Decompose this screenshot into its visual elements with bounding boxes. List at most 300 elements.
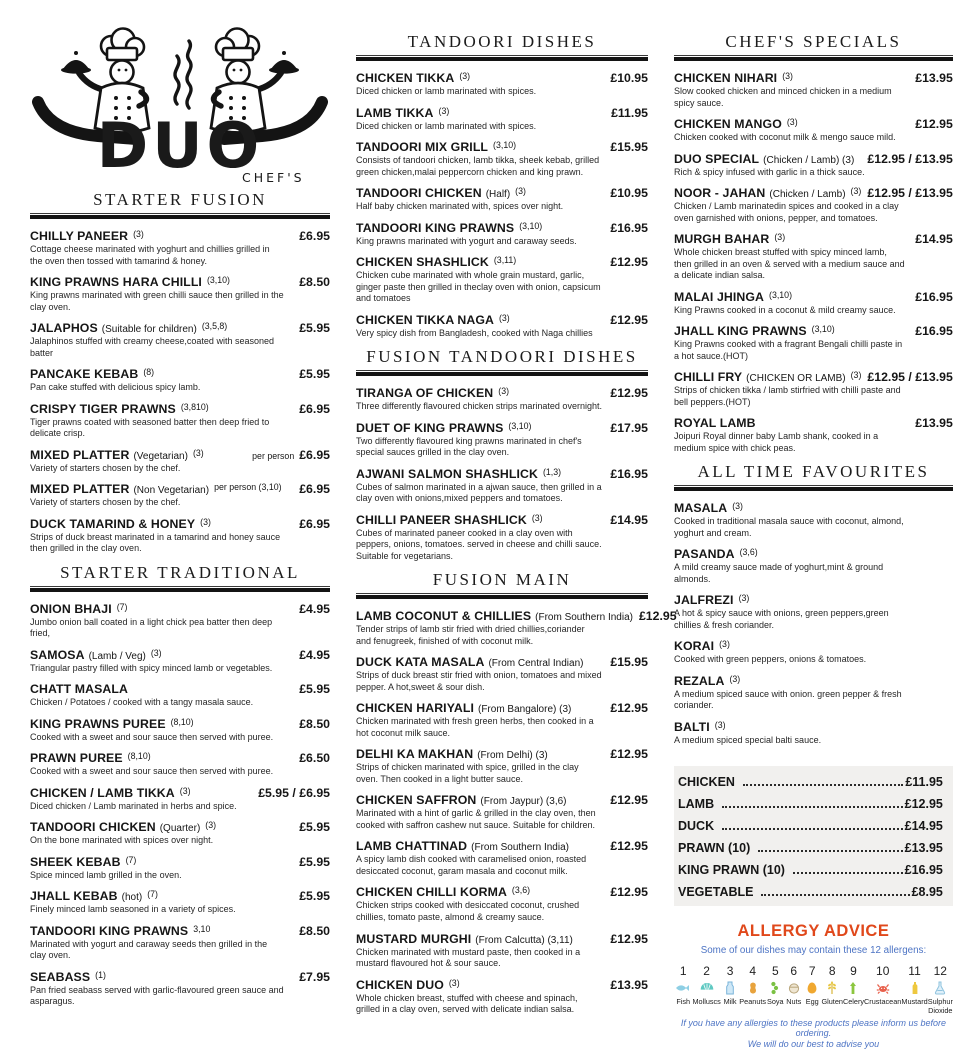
menu-item: [674, 593, 953, 631]
menu-item: [30, 482, 330, 509]
item-allergen-refs: (3): [438, 105, 450, 116]
price-list-dotted-leader: [722, 806, 903, 808]
item-price-group: [604, 467, 648, 481]
menu-item: [356, 885, 648, 923]
menu-item-header: [356, 885, 648, 899]
item-price-group: [293, 855, 330, 869]
item-description: Finely minced lamb seasoned in a variety of spices.: [30, 904, 236, 915]
item-note: (Chicken / Lamb) (3): [763, 154, 855, 166]
item-description: Rich & spicy infused with garlic in a thick sauce.: [674, 166, 865, 177]
item-price: £6.95: [299, 401, 330, 416]
allergen-item: [821, 964, 843, 1015]
item-name: JALAPHOS: [30, 321, 98, 336]
item-price-group: [633, 609, 677, 623]
allergen-number: 3: [726, 964, 734, 979]
allergen-item: [739, 964, 766, 1015]
item-description: Cooked in traditional masala sauce with coconut, almond, yoghurt and cream.: [674, 516, 904, 538]
molluscs-icon: [692, 980, 720, 997]
price-list-row: [678, 775, 943, 789]
item-price: £10.95: [610, 71, 648, 85]
item-price-group: [293, 367, 330, 381]
section-title: FUSION TANDOORI DISHES: [366, 347, 638, 367]
menu-item: [356, 106, 648, 133]
price-list-label: CHICKEN: [678, 775, 735, 790]
item-note: (From Southern India): [535, 612, 633, 624]
section-rule-thick: [30, 215, 330, 219]
item-name: CHICKEN CHILLI KORMA: [356, 885, 507, 900]
menu-section: [30, 563, 330, 1008]
menu-item-header: [30, 682, 330, 696]
item-name: CHATT MASALA: [30, 682, 128, 697]
item-name: PANCAKE KEBAB: [30, 367, 139, 382]
item-description: A hot & spicy sauce with onions, green peppers,green chillies & fresh coriander.: [674, 608, 889, 630]
item-price: £11.95: [611, 105, 648, 120]
menu-item-header: [30, 275, 330, 289]
menu-item: [674, 290, 953, 317]
section-rule-thin: [356, 370, 648, 371]
item-price: £12.95: [610, 793, 648, 808]
menu-item: [674, 152, 953, 179]
item-price: £4.95: [299, 601, 330, 616]
item-allergen-refs: (3,10): [811, 324, 835, 335]
menu-item: [356, 793, 648, 831]
price-list-label: VEGETABLE: [678, 885, 754, 900]
price-list-label: KING PRAWN (10): [678, 863, 785, 878]
item-price-group: [293, 717, 330, 731]
item-name: DUO SPECIAL: [674, 151, 760, 166]
item-description: Very spicy dish from Bangladesh, cooked with Naga chillies: [356, 327, 593, 338]
item-price: £15.95: [610, 655, 648, 670]
menu-item: [30, 402, 330, 440]
menu-item: [30, 648, 330, 675]
section-title: ALL TIME FAVOURITES: [697, 462, 930, 482]
allergen-number: 12: [933, 964, 947, 979]
item-price-group: [861, 152, 952, 166]
price-list-price: £8.95: [911, 885, 943, 900]
item-name: KING PRAWNS HARA CHILLI: [30, 275, 202, 290]
item-name: CHICKEN TIKKA: [356, 71, 455, 85]
item-price: £8.50: [299, 923, 330, 938]
item-description: Joipuri Royal dinner baby Lamb shank, cooked in a medium spice with chick peas.: [674, 431, 879, 453]
item-name: CHICKEN NIHARI: [674, 71, 778, 85]
price-list-row: [678, 863, 943, 877]
item-price: £6.50: [299, 751, 330, 766]
item-allergen-refs: (1): [95, 969, 106, 980]
gluten-icon: [821, 980, 843, 997]
menu-item-header: [30, 970, 330, 984]
menu-item-header: [674, 232, 953, 246]
menu-item: [30, 786, 330, 813]
allergen-number: 4: [749, 964, 757, 979]
item-price: £12.95: [610, 747, 648, 762]
item-description: Marinated with yogurt and caraway seeds then grilled in the clay oven.: [30, 938, 268, 961]
menu-column-right: [674, 6, 953, 1049]
price-list: [674, 766, 953, 906]
price-list-row: [678, 797, 943, 811]
item-allergen-refs: (3,11): [493, 255, 517, 266]
item-price: £16.95: [915, 324, 953, 339]
allergen-label: Egg: [805, 997, 819, 1007]
item-price-group: [604, 221, 648, 235]
item-note: (From Central Indian): [488, 658, 584, 670]
item-description: Pan cake stuffed with delicious spicy lamb.: [30, 382, 201, 393]
item-description: A spicy lamb dish cooked with caramelised onion, roasted desiccated coconut, garam masala and coconut milk.: [356, 854, 587, 876]
item-price: £5.95: [299, 321, 330, 336]
item-description: Diced chicken / Lamb marinated in herbs and spice.: [30, 800, 237, 811]
item-allergen-refs: (3): [850, 186, 862, 197]
item-name: DUET OF KING PRAWNS: [356, 420, 504, 435]
item-description: Cooked with a sweet and sour sauce then served with puree.: [30, 731, 274, 742]
price-list-label: LAMB: [678, 797, 715, 812]
item-name: TANDOORI MIX GRILL: [356, 140, 489, 155]
item-description: Cubes of salmon marinated in a ajwan sauce, then grilled in a clay oven with onions,mixed peppers and tomatoes.: [356, 481, 602, 504]
menu-item: [30, 321, 330, 359]
item-price-group: [293, 602, 330, 616]
item-name: JHALL KEBAB: [30, 889, 118, 904]
item-price-group: [246, 448, 330, 462]
item-price-group: [909, 232, 953, 246]
menu-item-header: [356, 655, 648, 669]
milk-icon: [721, 980, 739, 997]
menu-item-header: [674, 674, 953, 688]
item-description: Tender strips of lamb stir fried with dried chillies,coriander and fenugreek, finished of with coconut milk.: [356, 624, 585, 646]
item-description: Strips of duck breast stir fried with onion, tomatoes and mixed pepper. A hot,sweet & sour dish.: [356, 670, 602, 692]
item-description: Jumbo onion ball coated in a light chick pea batter then deep fried,: [30, 616, 273, 639]
item-price-group: [293, 482, 330, 496]
item-price: £12.95: [610, 885, 648, 900]
item-allergen-refs: (3): [531, 512, 543, 523]
item-description: Chicken marinated with mustard paste, then cooked in a mustard flavoured hot & sour sauce.: [356, 946, 581, 969]
menu-item-header: [356, 106, 648, 120]
menu-item: [674, 117, 953, 144]
item-price: £14.95: [610, 512, 648, 527]
middle-sections: [356, 32, 677, 1024]
item-price: £7.95: [299, 969, 330, 984]
item-price-group: [604, 386, 648, 400]
item-price: £5.95 / £6.95: [258, 785, 330, 800]
item-price-group: [293, 517, 330, 531]
item-price-group: [252, 786, 330, 800]
menu-item-header: [356, 255, 648, 269]
item-price-group: [293, 682, 330, 696]
item-allergen-refs: (8,10): [127, 751, 151, 762]
item-price: £15.95: [610, 140, 648, 155]
peanuts-icon: [739, 980, 766, 997]
item-price: £12.95: [610, 312, 648, 327]
allergen-number: 5: [771, 964, 779, 979]
menu-item-header: [674, 152, 953, 166]
section-title: STARTER FUSION: [93, 190, 267, 209]
menu-item-header: [30, 924, 330, 938]
menu-item: [30, 275, 330, 313]
item-description: A mild creamy sauce made of yoghurt,mint & ground almonds.: [674, 562, 884, 584]
item-price-group: [293, 924, 330, 938]
item-price: £5.95: [299, 889, 330, 904]
item-name: TIRANGA OF CHICKEN: [356, 386, 494, 401]
section-rule-thick: [674, 487, 953, 491]
allergen-label: Gluten: [821, 997, 843, 1007]
item-price-group: [604, 932, 648, 946]
menu-section: [674, 32, 953, 454]
item-allergen-refs: (7): [116, 601, 128, 612]
fish-icon: [674, 980, 692, 997]
menu-item-header: [674, 639, 953, 653]
allergen-number: 11: [908, 964, 921, 979]
menu-item-header: [674, 370, 953, 384]
item-price: £16.95: [610, 466, 648, 481]
item-description: Chicken marinated with fresh green herbs, then cooked in a hot coconut milk sauce.: [356, 716, 594, 738]
item-price-group: [293, 321, 330, 335]
menu-item: [30, 924, 330, 962]
item-name: JALFREZI: [674, 593, 734, 608]
item-allergen-refs: (3,5,8): [201, 321, 228, 332]
menu-item: [356, 421, 648, 459]
menu-item-header: [356, 313, 648, 327]
item-price-group: [605, 106, 648, 120]
item-allergen-refs: (3): [729, 673, 741, 684]
item-allergen-refs: (3): [150, 647, 162, 658]
item-price-group: [604, 839, 648, 853]
item-name: DUCK TAMARIND & HONEY: [30, 516, 196, 531]
item-description: King prawns marinated with green chilli sauce then grilled in the clay oven.: [30, 290, 284, 312]
menu-item: [356, 609, 677, 647]
item-allergen-refs: (3,10): [508, 420, 532, 431]
menu-section: [674, 462, 953, 746]
item-description: Chicken cube marinated with whole grain mustard, garlic, ginger paste then grilled in theclay oven with onion, capsicum and tomatoes: [356, 270, 601, 304]
item-note: (Chicken / Lamb): [769, 189, 846, 201]
item-description: Jalaphinos stuffed with creamy cheese,coated with seasoned batter: [30, 336, 274, 358]
item-name: SEABASS: [30, 969, 91, 984]
item-name: MURGH BAHAR: [674, 232, 770, 247]
allergen-number: 7: [808, 964, 816, 979]
item-description: Triangular pastry filled with spicy minced lamb or vegetables.: [30, 662, 273, 673]
allergen-label: Crustacean: [864, 997, 902, 1007]
item-price: £6.95: [299, 482, 330, 497]
item-price-group: [604, 885, 648, 899]
item-name: MALAI JHINGA: [674, 289, 765, 304]
item-note: (From Bangalore) (3): [477, 704, 572, 716]
item-name: CHICKEN MANGO: [674, 117, 782, 132]
allergen-label: Sulphur Dioxide: [927, 997, 953, 1015]
menu-item: [356, 140, 648, 178]
item-price-group: [909, 416, 953, 430]
item-note: (From Southern India): [471, 842, 569, 854]
soya-icon: [766, 980, 784, 997]
item-price: £12.95: [610, 931, 648, 946]
item-price: £6.95: [299, 516, 330, 531]
item-price-group: [604, 978, 648, 992]
item-name: JHALL KING PRAWNS: [674, 324, 807, 339]
menu-item: [356, 701, 648, 739]
item-allergen-refs: (3): [448, 977, 460, 988]
item-name: LAMB CHATTINAD: [356, 839, 468, 854]
item-name: MIXED PLATTER: [30, 447, 130, 462]
item-name: DUCK KATA MASALA: [356, 655, 485, 670]
menu-item-header: [356, 978, 648, 992]
item-note: (From Calcutta) (3,11): [475, 934, 573, 946]
item-allergen-refs: (3,10): [519, 220, 543, 231]
item-name: CRISPY TIGER PRAWNS: [30, 401, 176, 416]
menu-item: [674, 232, 953, 282]
menu-item-header: [30, 648, 330, 662]
item-note: (Vegetarian): [133, 450, 188, 462]
menu-item: [674, 639, 953, 666]
item-description: Two differently flavoured king prawns marinated in chef's special sauces grilled in the clay oven.: [356, 435, 582, 458]
item-description: Whole chicken breast stuffed with spicy minced lamb, then grilled in an oven & served with a medium sauce and a delicate indian salsa.: [674, 247, 905, 281]
item-description: Diced chicken or lamb marinated with spices.: [356, 86, 537, 96]
menu-item-header: [356, 932, 648, 946]
menu-item: [30, 820, 330, 847]
allergen-number: 1: [679, 964, 687, 979]
item-price: £8.50: [299, 716, 330, 731]
brand-name: DUO: [96, 109, 264, 182]
item-name: ROYAL LAMB: [674, 416, 756, 431]
menu-item-header: [356, 513, 648, 527]
menu-item: [674, 416, 953, 454]
item-name: TANDOORI KING PRAWNS: [30, 923, 189, 938]
menu-item-header: [356, 467, 648, 481]
item-name: TANDOORI KING PRAWNS: [356, 220, 515, 235]
menu-item-header: [30, 321, 330, 335]
item-allergen-refs: (3): [498, 312, 510, 323]
right-sections: [674, 32, 953, 754]
item-name: CHILLI PANEER SHASHLICK: [356, 512, 527, 527]
item-note: (Half): [485, 189, 511, 201]
menu-item-header: [674, 117, 953, 131]
item-price-group: [293, 820, 330, 834]
item-description: Marinated with a hint of garlic & grilled in the clay oven, then cooked with saffron cashew nut sauce. Suitable for children.: [356, 808, 596, 830]
allergen-number: 2: [703, 964, 710, 979]
price-list-dotted-leader: [743, 784, 903, 786]
item-description: King Prawns cooked with a fragrant Bengali chilli paste in a hot sauce.(HOT): [674, 339, 903, 361]
item-name: CHICKEN / LAMB TIKKA: [30, 785, 175, 800]
item-price: £14.95: [915, 232, 953, 247]
menu-item-header: [30, 889, 330, 903]
section-rule-thick: [30, 588, 330, 592]
item-description: Three differently flavoured chicken strips marinated overnight.: [356, 401, 602, 412]
menu-item: [674, 720, 953, 747]
sulphur-dioxide-icon: [928, 980, 953, 997]
section-rule-thick: [356, 372, 648, 376]
item-allergen-refs: (3): [192, 447, 204, 458]
item-price-group: [604, 255, 648, 269]
menu-item: [30, 602, 330, 640]
price-list-price: £16.95: [904, 863, 943, 878]
allergen-number: 8: [828, 964, 836, 979]
item-price: £10.95: [610, 186, 648, 201]
left-sections: [30, 190, 330, 1016]
item-price: £12.95: [610, 839, 648, 854]
item-description: Cooked with a sweet and sour sauce then served with puree.: [30, 766, 274, 777]
item-name: SHEEK KEBAB: [30, 854, 121, 869]
item-description: Slow cooked chicken and minced chicken in a medium spicy sauce.: [674, 86, 892, 108]
item-allergen-refs: (3): [774, 232, 786, 243]
item-allergen-refs: (3): [133, 229, 144, 239]
item-description: Spice minced lamb grilled in the oven.: [30, 869, 182, 880]
item-price-group: [604, 140, 648, 154]
item-description: Cubes of marinated paneer cooked in a clay oven with peppers, onions, tomatoes. served in cheese and chilli sauce. Suitable for vegetarians.: [356, 527, 602, 561]
duo-chefs-logo-graphic: [30, 10, 330, 188]
item-description: Tiger prawns coated with seasoned batter then deep fried to delicate crisp.: [30, 416, 270, 439]
menu-item: [356, 747, 648, 785]
item-description: A medium spiced sauce with onion. green pepper & fresh coriander.: [674, 688, 902, 711]
item-description: Chicken cooked with coconut milk & mengo sauce mild.: [674, 132, 896, 143]
item-allergen-refs: (3): [850, 370, 862, 381]
item-allergen-refs: (1,3): [542, 466, 562, 477]
price-list-dotted-leader: [793, 872, 903, 874]
item-price: £12.95 / £13.95: [867, 370, 953, 385]
item-price: £13.95: [915, 71, 953, 85]
item-price-group: [909, 71, 953, 85]
item-price: £12.95: [915, 117, 953, 132]
item-price-group: [604, 793, 648, 807]
item-name: CHICKEN SHASHLICK: [356, 255, 489, 270]
item-name: CHILLI FRY: [674, 370, 743, 385]
item-description: Whole chicken breast, stuffed with cheese and spinach, grilled in a clay oven, served with delicate indian salsa.: [356, 992, 578, 1015]
menu-item: [30, 367, 330, 394]
menu-item-header: [674, 290, 953, 304]
price-list-dotted-leader: [758, 850, 902, 852]
menu-item-header: [30, 367, 330, 381]
price-list-row: [678, 841, 943, 855]
menu-item-header: [674, 416, 953, 430]
item-description: Strips of chicken marinated with spice, grilled in the clay oven. Then cooked in a light butter sauce.: [356, 762, 579, 784]
egg-icon: [803, 980, 821, 997]
item-name: KORAI: [674, 639, 715, 654]
item-name: BALTI: [674, 719, 710, 734]
item-allergen-refs: (3,810): [180, 401, 209, 412]
item-note: (Lamb / Veg): [88, 650, 146, 662]
menu-item: [356, 932, 648, 970]
brand-subtitle: CHEF'S: [242, 170, 305, 185]
item-price-group: [861, 370, 952, 384]
menu-item: [674, 324, 953, 362]
item-price: £12.95: [610, 701, 648, 716]
item-note: (Quarter): [159, 823, 201, 835]
menu-item-header: [674, 324, 953, 338]
item-name: MIXED PLATTER: [30, 482, 130, 497]
price-list-price: £12.95: [904, 797, 943, 812]
item-name: CHICKEN HARIYALI: [356, 701, 474, 716]
allergen-item: [843, 964, 864, 1015]
menu-item-header: [356, 839, 648, 853]
item-name: DELHI KA MAKHAN: [356, 747, 474, 762]
allergen-label: Molluscs: [692, 997, 721, 1007]
item-name: CHICKEN DUO: [356, 977, 444, 992]
allergen-label: Peanuts: [739, 997, 767, 1007]
item-description: Pan fried seabass served with garlic-flavoured green sauce and asparagus.: [30, 984, 284, 1007]
menu-item-header: [674, 720, 953, 734]
menu-item-header: [674, 593, 953, 607]
item-price-group: [604, 186, 648, 200]
item-description: Strips of chicken tikka / lamb stirfried with chilli paste and bell peppers.(HOT): [674, 385, 901, 407]
item-price-group: [909, 290, 953, 304]
menu-item: [30, 682, 330, 709]
item-allergen-refs: (3): [786, 117, 798, 128]
allergen-item: [674, 964, 692, 1015]
menu-item-header: [356, 221, 648, 235]
nuts-icon: [785, 980, 803, 997]
menu-item: [356, 978, 648, 1016]
section-title: STARTER TRADITIONAL: [60, 562, 300, 582]
section-rule-thick: [356, 57, 648, 61]
item-allergen-refs: (3,10): [206, 275, 230, 286]
item-price: £13.95: [610, 977, 648, 992]
menu-item-header: [30, 448, 330, 462]
menu-item: [356, 313, 648, 340]
item-price: £13.95: [915, 416, 953, 431]
item-note: (From Delhi) (3): [477, 750, 548, 762]
